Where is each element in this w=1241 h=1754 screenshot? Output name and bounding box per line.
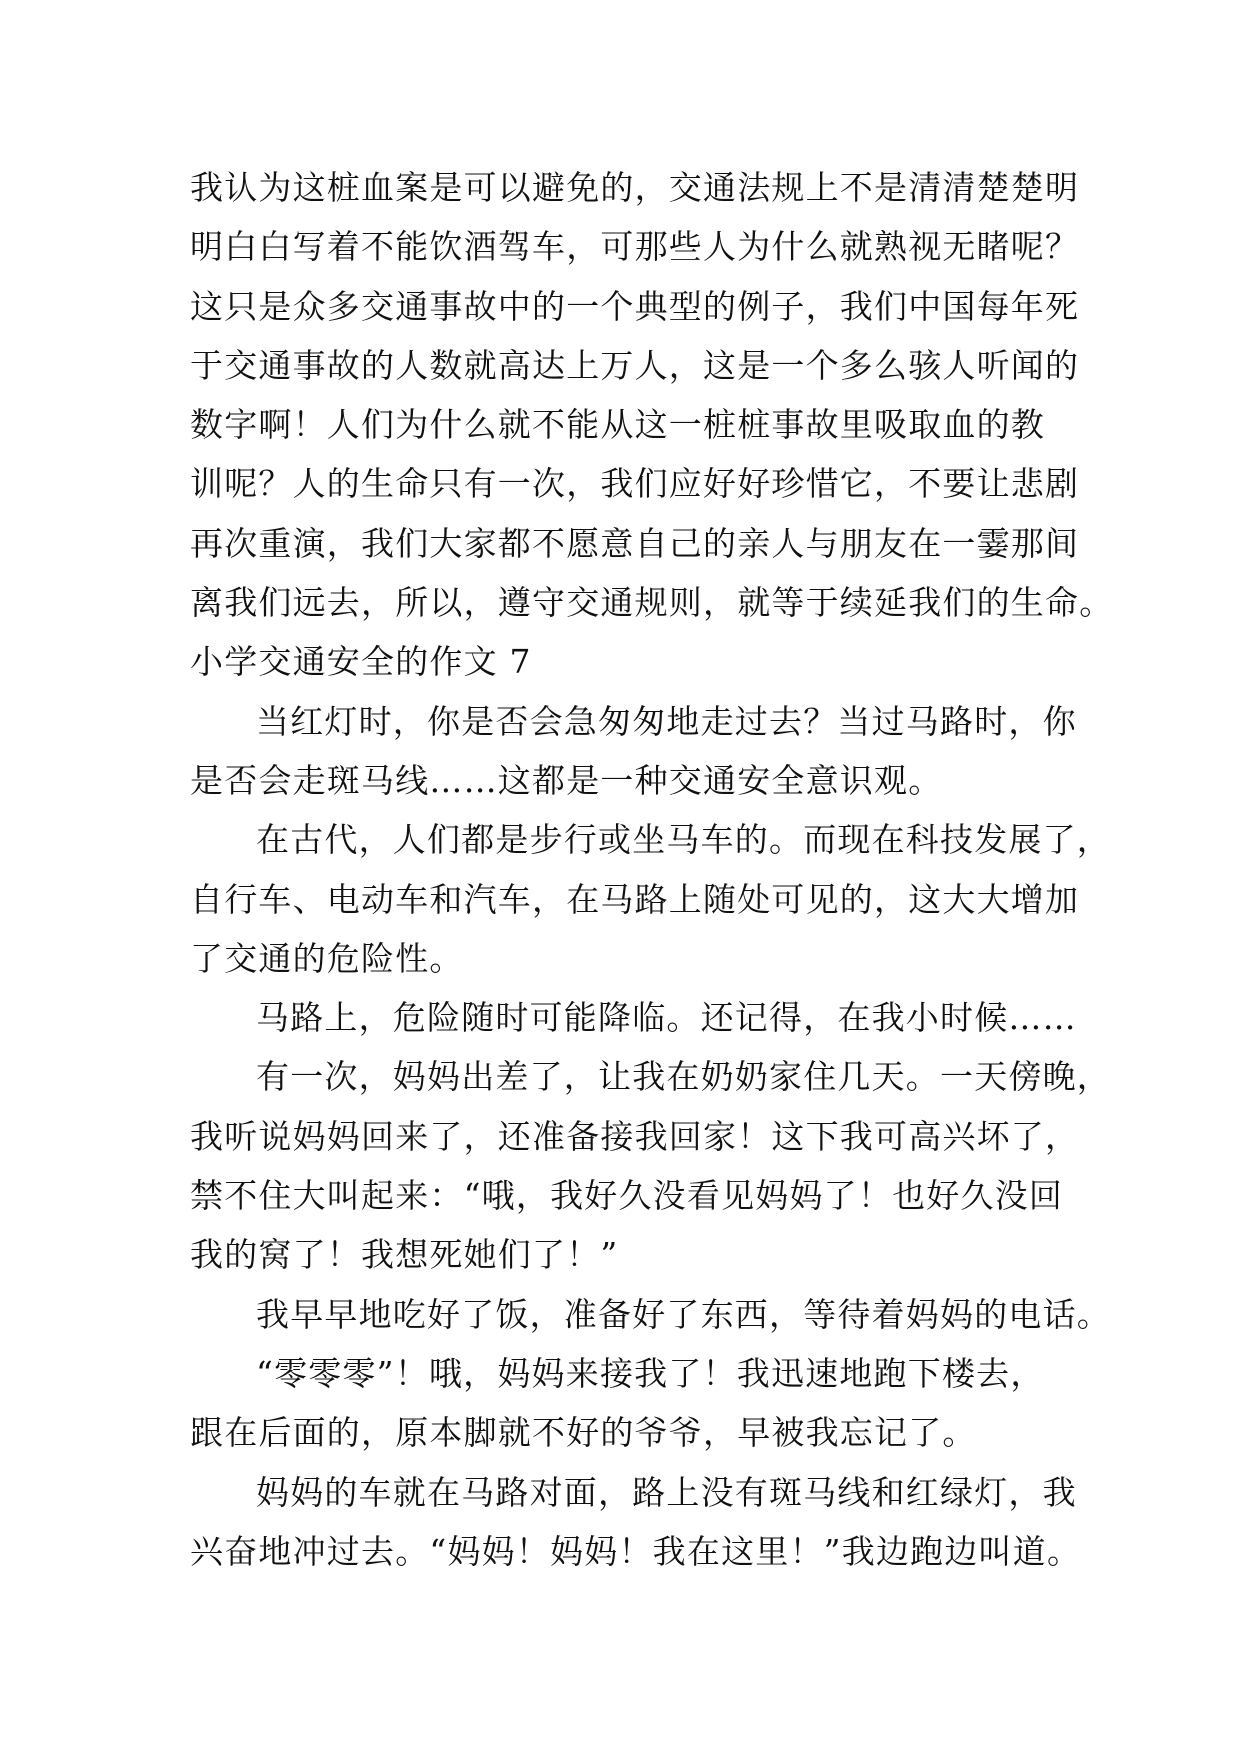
text-line: 数字啊！人们为什么就不能从这一桩桩事故里吸取血的教 [190, 405, 1045, 445]
text-line: 再次重演，我们大家都不愿意自己的亲人与朋友在一霎那间 [190, 523, 1080, 563]
text-line: “零零零”！哦，妈妈来接我了！我迅速地跑下楼去， [256, 1353, 1045, 1393]
text-line: 当红灯时，你是否会急匆匆地走过去？当过马路时，你 [256, 701, 1077, 741]
document-body [190, 158, 1114, 1581]
text-line: 自行车、电动车和汽车，在马路上随处可见的，这大大增加 [190, 879, 1080, 919]
text-line: 我听说妈妈回来了，还准备接我回家！这下我可高兴坏了， [190, 1116, 1080, 1156]
text-line: 我认为这桩血案是可以避免的，交通法规上不是清清楚楚明 [190, 168, 1080, 207]
text-line: 我早早地吃好了饭，准备好了东西，等待着妈妈的电话。 [256, 1294, 1111, 1334]
text-line: 禁不住大叫起来：“哦，我好久没看见妈妈了！也好久没回 [190, 1176, 1064, 1216]
text-line: 马路上，危险随时可能降临。还记得，在我小时候…… [256, 998, 1077, 1038]
text-line: 于交通事故的人数就高达上万人，这是一个多么骇人听闻的 [190, 345, 1080, 385]
text-line: 训呢？人的生命只有一次，我们应好好珍惜它，不要让悲剧 [190, 464, 1080, 504]
text-line: 了交通的危险性。 [190, 938, 464, 978]
text-line: 兴奋地冲过去。“妈妈！妈妈！我在这里！”我边跑边叫道。 [190, 1531, 1082, 1571]
text-line: 我的窝了！我想死她们了！” [190, 1235, 619, 1275]
text-line: 这只是众多交通事故中的一个典型的例子，我们中国每年死 [190, 286, 1080, 326]
text-line: 明白白写着不能饮酒驾车，可那些人为什么就熟视无睹呢？ [190, 227, 1080, 267]
text-line: 在古代，人们都是步行或坐马车的。而现在科技发展了， [256, 820, 1111, 860]
text-line: 妈妈的车就在马路对面，路上没有斑马线和红绿灯，我 [256, 1472, 1077, 1512]
text-line: 有一次，妈妈出差了，让我在奶奶家住几天。一天傍晚， [256, 1057, 1111, 1097]
text-line: 是否会走斑马线……这都是一种交通安全意识观。 [190, 760, 943, 800]
text-line: 离我们远去，所以，遵守交通规则，就等于续延我们的生命。 [190, 583, 1114, 623]
section-heading: 小学交通安全的作文 7 [190, 642, 532, 682]
text-line: 跟在后面的，原本脚就不好的爷爷，早被我忘记了。 [190, 1413, 977, 1453]
